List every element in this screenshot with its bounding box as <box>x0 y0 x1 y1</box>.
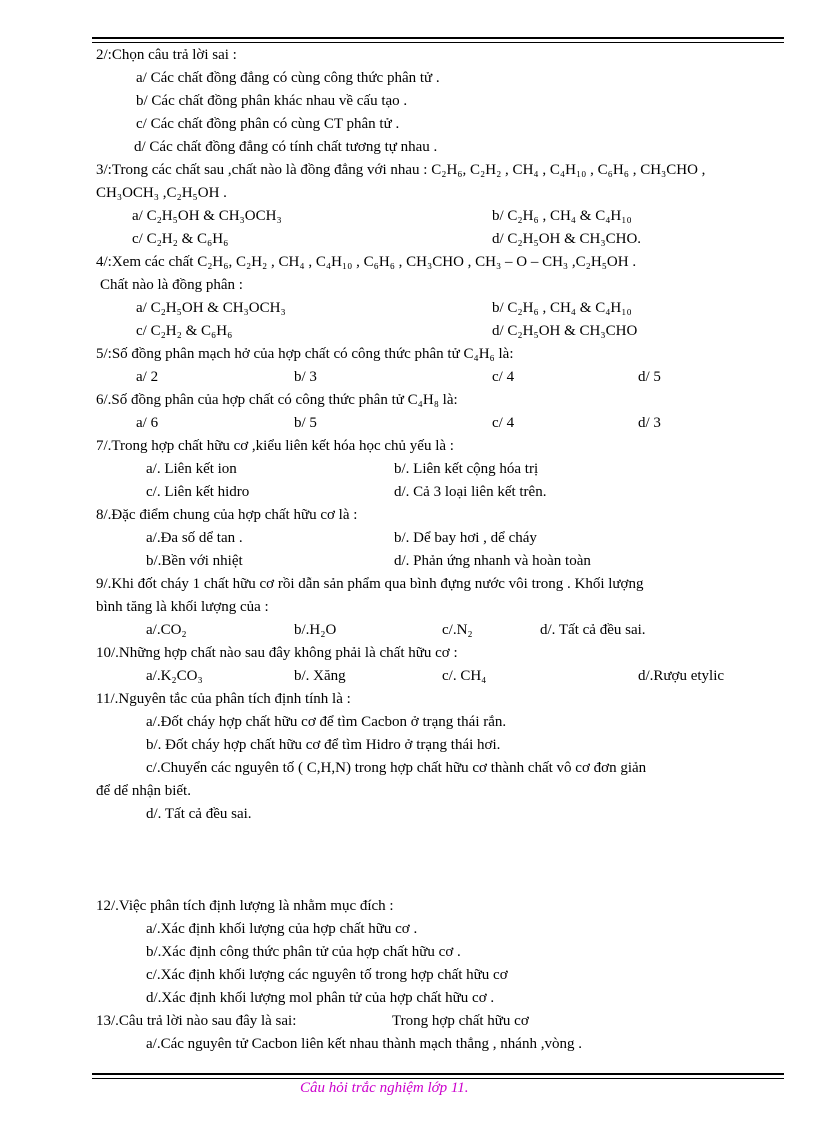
question-11-option-c: c/.Chuyển các nguyên tố ( C,H,N) trong hợp chất hữu cơ thành chất vô cơ đơn giản <box>146 760 647 776</box>
question-3-option-b: b/ C₂H₆ , CH₄ & C₄H₁₀ <box>492 208 632 224</box>
top-rule-thin <box>92 42 784 43</box>
question-7-stem: 7/.Trong hợp chất hữu cơ ,kiểu liên kết hóa học chủ yếu là : <box>96 438 454 454</box>
question-7-option-b: b/. Liên kết cộng hóa trị <box>394 461 539 477</box>
question-10-option-c: c/. CH₄ <box>442 668 487 684</box>
question-5-option-d: d/ 5 <box>638 369 661 385</box>
question-4-option-d: d/ C₂H₅OH & CH₃CHO <box>492 323 638 339</box>
question-10-stem: 10/.Những hợp chất nào sau đây không phải là chất hữu cơ : <box>96 645 458 661</box>
question-12-option-a: a/.Xác định khối lượng của hợp chất hữu cơ . <box>146 921 418 937</box>
question-3-stem-cont: CH₃OCH₃ ,C₂H₅OH . <box>96 185 227 201</box>
question-4-stem: 4/:Xem các chất C₂H₆, C₂H₂ , CH₄ , C₄H₁₀ , C₆H₆ , CH₃CHO , CH₃ – O – CH₃ ,C₂H₅OH . <box>96 254 637 270</box>
question-8-option-b: b/. Dể bay hơi , dể cháy <box>394 530 537 546</box>
question-9-option-c: c/.N₂ <box>442 622 473 638</box>
question-6-stem: 6/.Số đồng phân của hợp chất có công thức phân tử C₄H₈ là: <box>96 392 458 408</box>
question-4-option-a: a/ C₂H₅OH & CH₃OCH₃ <box>136 300 286 316</box>
question-10-option-a: a/.K₂CO₃ <box>146 668 203 684</box>
question-11-stem: 11/.Nguyên tắc của phân tích định tính là : <box>96 691 351 707</box>
question-10-option-b: b/. Xăng <box>294 668 346 684</box>
question-9-option-b: b/.H₂O <box>294 622 337 638</box>
question-8-option-a: a/.Đa số dể tan . <box>146 530 243 546</box>
question-list <box>96 44 786 1056</box>
question-13-stem-right: Trong hợp chất hữu cơ <box>392 1013 529 1029</box>
question-3-stem: 3/:Trong các chất sau ,chất nào là đồng đẳng với nhau : C₂H₆, C₂H₂ , CH₄ , C₄H₁₀ , C₆H₆ , CH₃CHO , <box>96 162 706 178</box>
question-2-option-c: c/ Các chất đồng phân có cùng CT phân tử . <box>136 116 400 132</box>
question-13-option-a: a/.Các nguyên tử Cacbon liên kết nhau thành mạch thẳng , nhánh ,vòng . <box>146 1036 582 1052</box>
question-6-option-d: d/ 3 <box>638 415 661 431</box>
question-9-option-d: d/. Tất cả đều sai. <box>540 622 646 638</box>
question-3-option-a: a/ C₂H₅OH & CH₃OCH₃ <box>132 208 282 224</box>
question-3-option-d: d/ C₂H₅OH & CH₃CHO. <box>492 231 642 247</box>
page-footer: Câu hỏi trắc nghiệm lớp 11. <box>300 1080 469 1096</box>
question-7-option-a: a/. Liên kết ion <box>146 461 237 477</box>
question-4-stem-cont: Chất nào là đồng phân : <box>100 277 243 293</box>
question-4-option-c: c/ C₂H₂ & C₆H₆ <box>136 323 233 339</box>
question-12-option-d: d/.Xác định khối lượng mol phân tử của hợp chất hữu cơ . <box>146 990 495 1006</box>
question-12-option-b: b/.Xác định công thức phân tử của hợp chất hữu cơ . <box>146 944 461 960</box>
question-3-option-c: c/ C₂H₂ & C₆H₆ <box>132 231 229 247</box>
question-12-option-c: c/.Xác định khối lượng các nguyên tố trong hợp chất hữu cơ <box>146 967 508 983</box>
question-4-option-b: b/ C₂H₆ , CH₄ & C₄H₁₀ <box>492 300 632 316</box>
question-6-option-a: a/ 6 <box>136 415 159 431</box>
question-8-stem: 8/.Đặc điểm chung của hợp chất hữu cơ là : <box>96 507 358 523</box>
question-11-option-d: d/. Tất cả đều sai. <box>146 806 252 822</box>
question-2-option-b: b/ Các chất đồng phân khác nhau về cấu tạo . <box>136 93 408 109</box>
question-11-option-b: b/. Đốt cháy hợp chất hữu cơ để tìm Hidro ở trạng thái hơi. <box>146 737 501 753</box>
question-6-option-c: c/ 4 <box>492 415 515 431</box>
question-11-option-c-cont: để dể nhận biết. <box>96 783 191 799</box>
question-5-option-c: c/ 4 <box>492 369 515 385</box>
question-5-option-b: b/ 3 <box>294 369 317 385</box>
question-7-option-d: d/. Cả 3 loại liên kết trên. <box>394 484 547 500</box>
question-11-option-a: a/.Đốt cháy hợp chất hữu cơ để tìm Cacbon ở trạng thái rắn. <box>146 714 507 730</box>
top-rule <box>92 37 784 39</box>
bottom-rule-thin <box>92 1078 784 1079</box>
question-9-stem: 9/.Khi đốt cháy 1 chất hữu cơ rồi dẫn sản phẩm qua bình đựng nước vôi trong . Khối lượng <box>96 576 644 592</box>
question-5-option-a: a/ 2 <box>136 369 159 385</box>
question-2-option-d: d/ Các chất đồng đẳng có tính chất tương tự nhau . <box>134 139 438 155</box>
question-9-option-a: a/.CO₂ <box>146 622 187 638</box>
question-10-option-d: d/.Rượu etylic <box>638 668 725 684</box>
question-12-stem: 12/.Việc phân tích định lượng là nhằm mục đích : <box>96 898 394 914</box>
question-2-option-a: a/ Các chất đồng đẳng có cùng công thức phân tử . <box>136 70 440 86</box>
question-6-option-b: b/ 5 <box>294 415 317 431</box>
question-7-option-c: c/. Liên kết hidro <box>146 484 250 500</box>
question-2-stem: 2/:Chọn câu trả lời sai : <box>96 47 237 63</box>
bottom-rule <box>92 1073 784 1075</box>
question-13-stem: 13/.Câu trả lời nào sau đây là sai: <box>96 1013 297 1029</box>
question-8-option-d: d/. Phản ứng nhanh và hoàn toàn <box>394 553 591 569</box>
question-8-option-c: b/.Bền với nhiệt <box>146 553 243 569</box>
question-5-stem: 5/:Số đồng phân mạch hở của hợp chất có công thức phân tử C₄H₆ là: <box>96 346 514 362</box>
question-9-stem-cont: bình tăng là khối lượng của : <box>96 599 269 615</box>
